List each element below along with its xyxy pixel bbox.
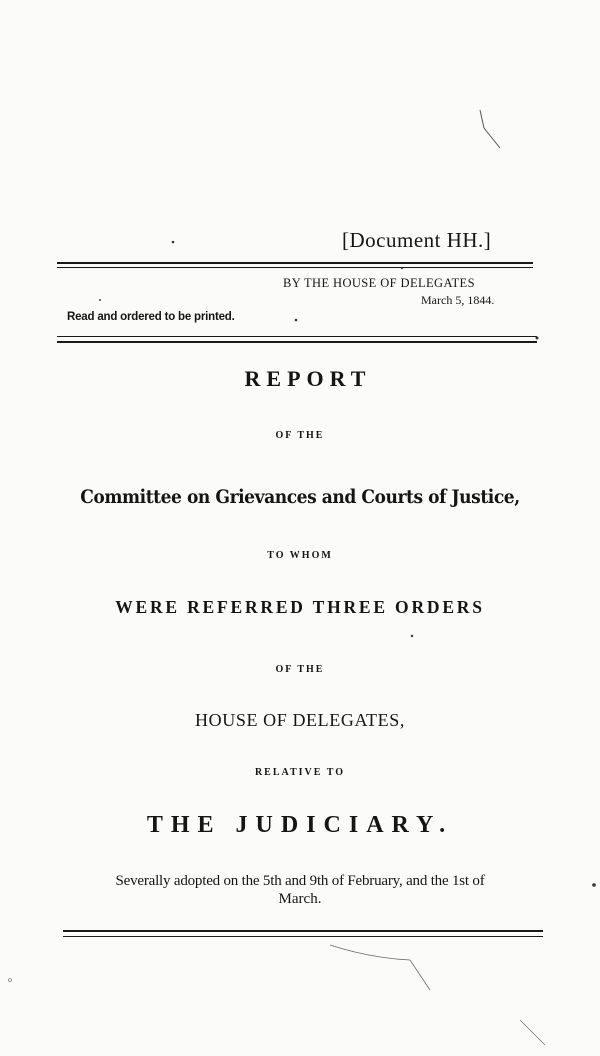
referred-orders-line: WERE REFERRED THREE ORDERS xyxy=(115,597,485,617)
report-heading: REPORT xyxy=(244,366,372,391)
of-the-line-2: OF THE xyxy=(275,664,325,675)
subject-heading: THE JUDICIARY. xyxy=(146,812,454,838)
of-the-line-1: OF THE xyxy=(275,430,325,441)
document-id: [Document HH.] xyxy=(342,228,492,252)
house-of-delegates-line: HOUSE OF DELEGATES, xyxy=(195,710,405,730)
order-note: Read and ordered to be printed. xyxy=(67,311,235,323)
committee-name: Committee on Grievances and Courts of Justice, xyxy=(80,486,520,508)
issuer-line: BY THE HOUSE OF DELEGATES xyxy=(283,276,475,290)
adopted-note-line-2: March. xyxy=(278,891,322,907)
to-whom-line: TO WHOM xyxy=(267,550,333,561)
date-line: March 5, 1844. xyxy=(421,293,495,307)
adopted-note-line-1: Severally adopted on the 5th and 9th of February, and the 1st of xyxy=(115,873,485,889)
relative-to-line: RELATIVE TO xyxy=(254,767,346,778)
